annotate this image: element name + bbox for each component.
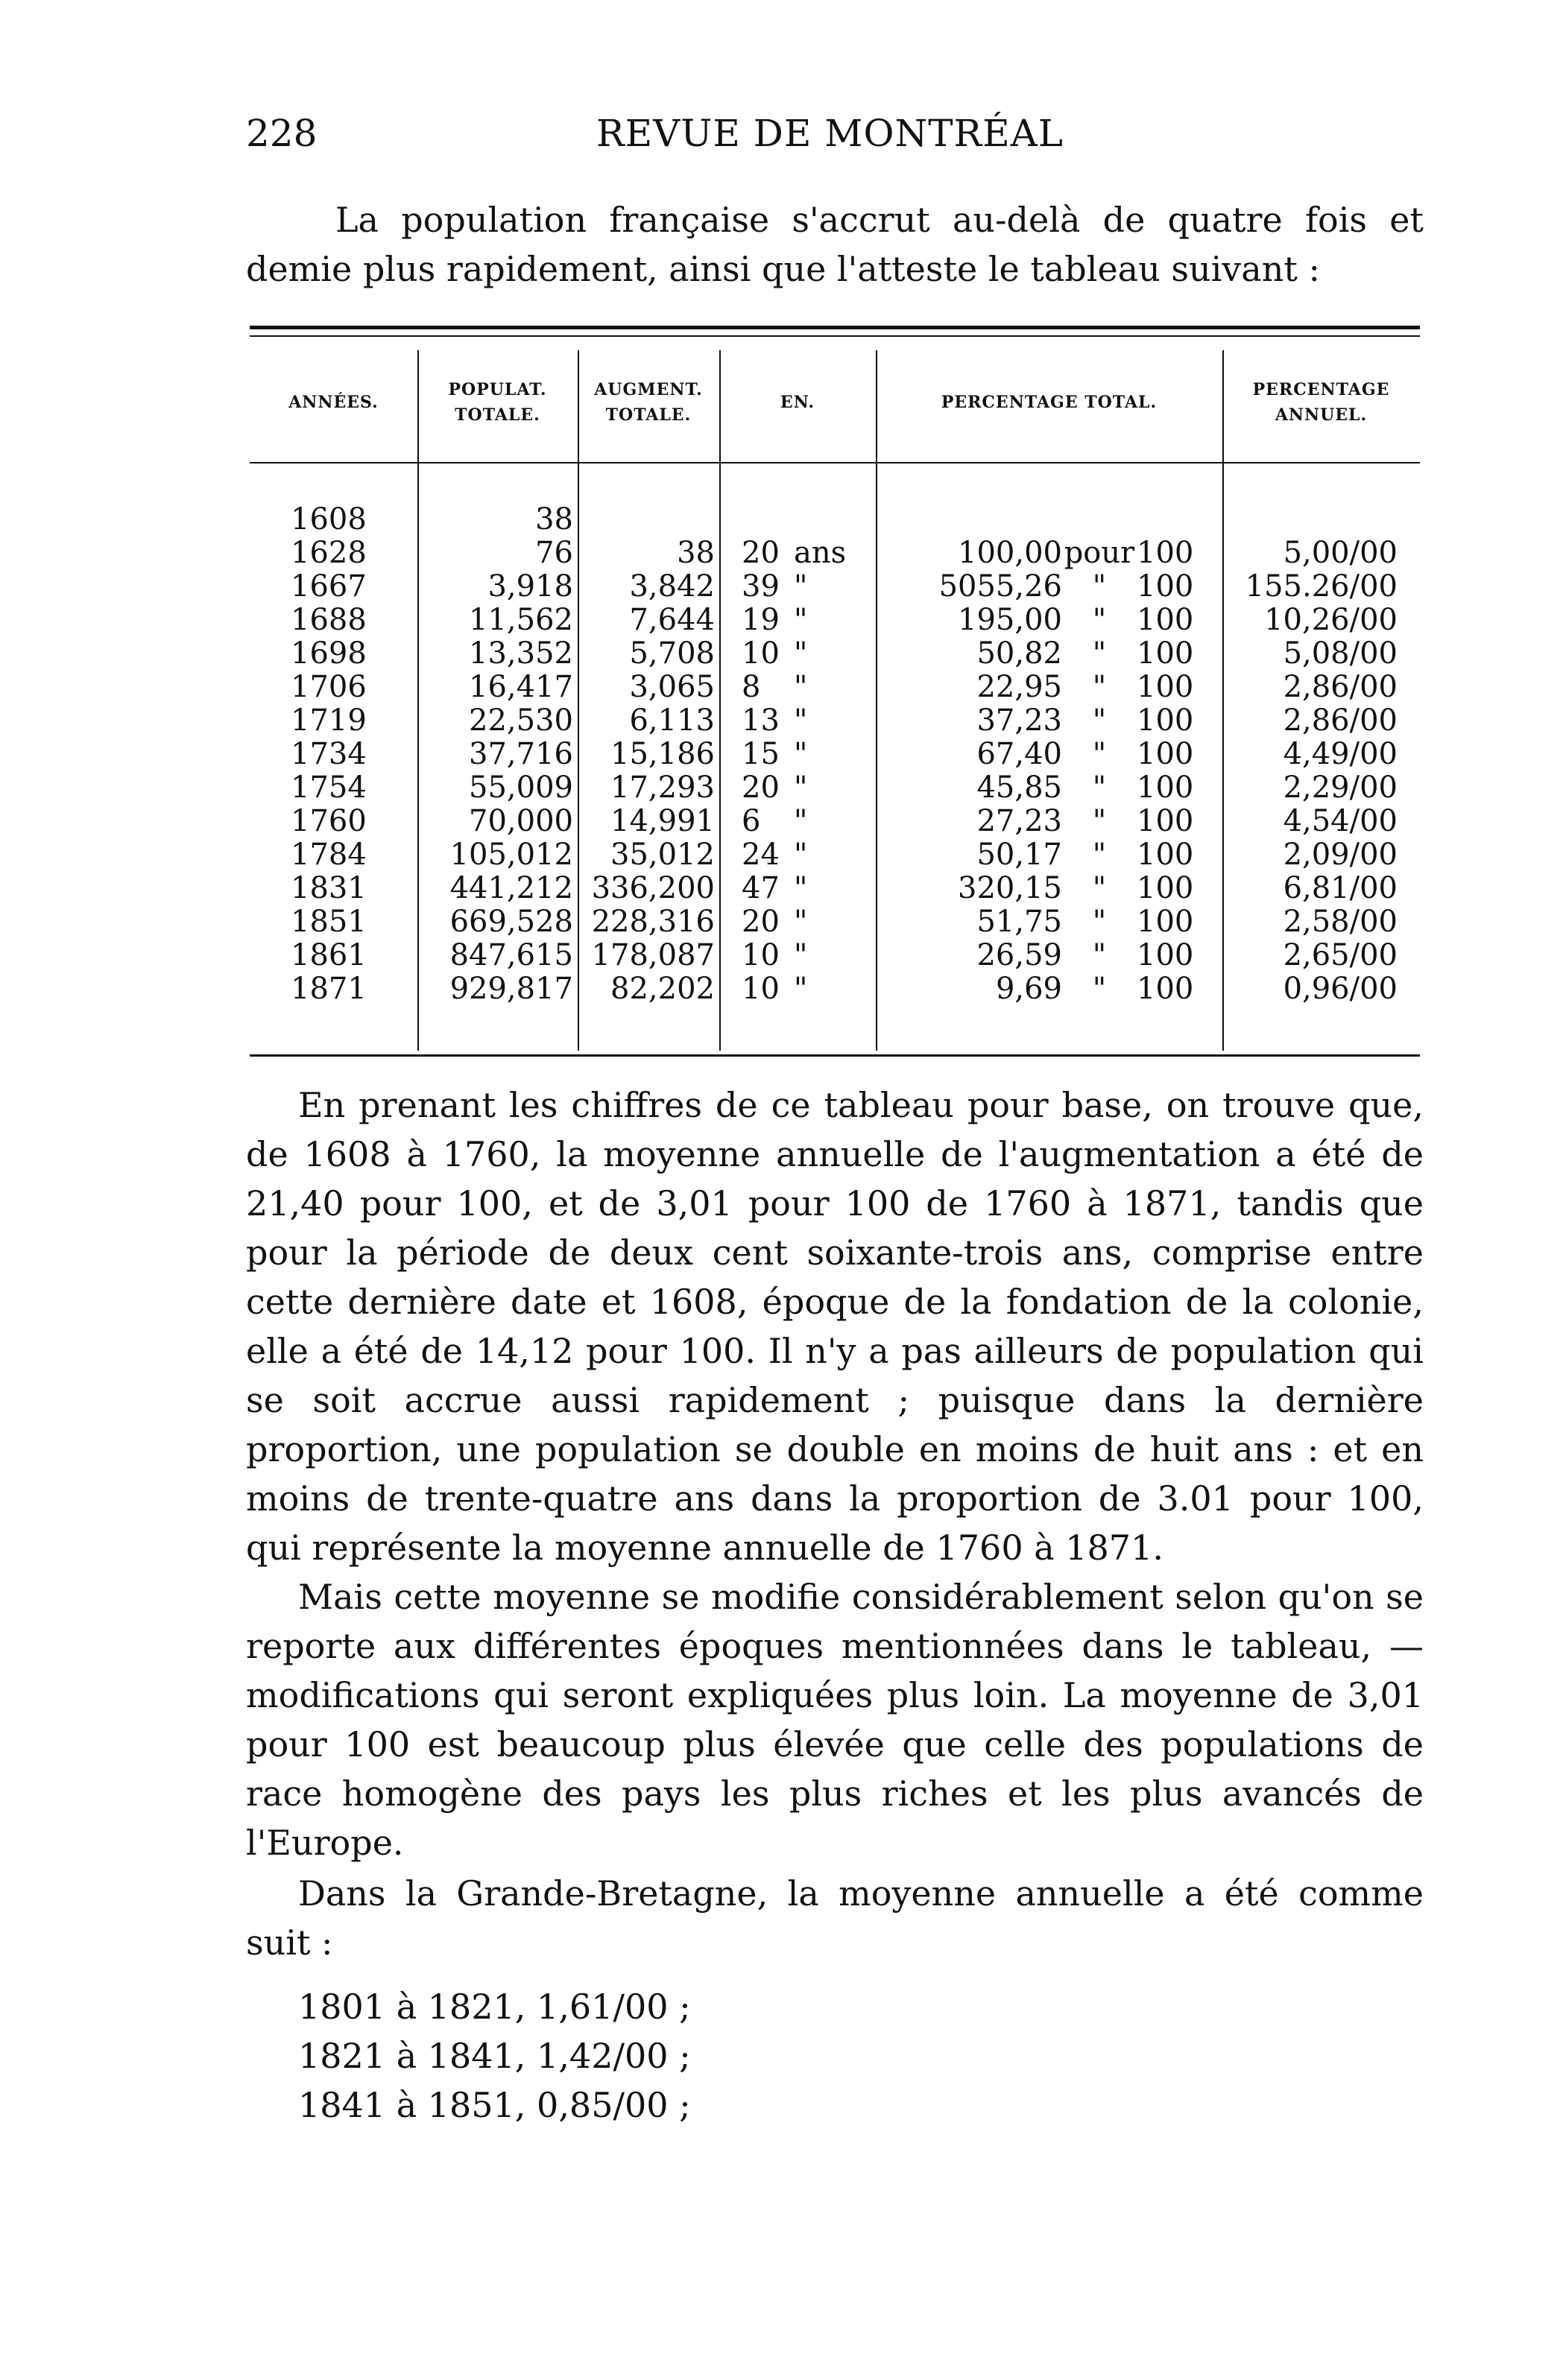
period-unit: " xyxy=(794,838,808,872)
population-value: 669,528 xyxy=(449,905,573,939)
population-cell xyxy=(417,604,578,637)
pct-total-value: 67,40 xyxy=(976,737,1062,771)
pct-base: 100 xyxy=(1137,737,1194,771)
table-row xyxy=(250,637,1420,671)
population-cell xyxy=(417,905,578,939)
population-cell xyxy=(417,537,578,570)
period-years: 24 xyxy=(742,838,780,872)
augment-value: 3,842 xyxy=(629,569,715,604)
pct-word: " xyxy=(1092,804,1107,838)
augment-cell xyxy=(578,570,719,604)
period-cell xyxy=(719,905,876,939)
period-cell xyxy=(719,570,876,604)
paragraph-1: En prenant les chiffres de ce tableau pour base, on trouve que, de 1608 à 1760, la moyenne annuelle de l'augmentation a été de 21,40 pour 100, et de 3,01 pour 100 de 1760 à 1871, tandis que pour la période de deux cent soixante-trois ans, comprise entre cette dernière date et 1608, époque de la fondation de la colonie, elle a été de 14,12 pour 100. Il n'y a pas ailleurs de population qui se soit accrue aussi rapidement ; puisque dans la dernière proportion, une population se double en moins de huit ans : et en moins de trente-quatre ans dans la proportion de 3.01 pour 100, qui représente la moyenne annuelle de 1760 à 1871. xyxy=(246,1085,1424,1568)
augment-value: 14,991 xyxy=(610,804,715,838)
pct-base: 100 xyxy=(1137,703,1194,738)
header-augment-line1: AUGMENT. xyxy=(594,380,703,399)
period-cell xyxy=(719,838,876,872)
table-top-rule xyxy=(250,326,1420,329)
year-value: 1628 xyxy=(291,536,367,570)
pct-base: 100 xyxy=(1137,972,1194,1006)
pct-base: 100 xyxy=(1137,636,1194,671)
pct-annual-value: 2,29/00 xyxy=(1283,770,1398,805)
year-cell xyxy=(250,671,417,704)
period-unit: " xyxy=(794,703,808,738)
augment-cell xyxy=(578,872,719,905)
table-row xyxy=(250,838,1420,872)
period-cell xyxy=(719,537,876,570)
pct-annual-value: 2,58/00 xyxy=(1283,905,1398,939)
pct-total-value: 9,69 xyxy=(995,972,1062,1006)
population-value: 16,417 xyxy=(469,670,573,704)
paragraph-2: Mais cette moyenne se modifie considérablement selon qu'on se reporte aux différentes époques mentionnées dans le tableau, — modifications qui seront expliquées plus loin. La moyenne de 3,01 pour 100 est beaucoup plus élevée que celle des populations de race homogène des pays les plus riches et les plus avancés de l'Europe. xyxy=(246,1577,1424,1863)
augment-cell xyxy=(578,537,719,570)
pct-base: 100 xyxy=(1137,770,1194,805)
table-header-row xyxy=(250,346,1420,458)
augment-cell xyxy=(578,905,719,939)
period-cell xyxy=(719,738,876,771)
year-value: 1784 xyxy=(291,838,367,872)
year-value: 1706 xyxy=(291,670,367,704)
pct-annual-cell xyxy=(1222,805,1420,838)
pct-total-cell xyxy=(876,671,1222,704)
augment-cell xyxy=(578,604,719,637)
period-years: 47 xyxy=(742,871,780,905)
period-cell xyxy=(719,939,876,972)
pct-annual-cell xyxy=(1222,671,1420,704)
pct-annual-value: 4,49/00 xyxy=(1283,737,1398,771)
table-bottom-rule xyxy=(250,1054,1420,1057)
year-cell xyxy=(250,872,417,905)
year-value: 1608 xyxy=(291,502,367,537)
pct-total-value: 26,59 xyxy=(976,938,1062,972)
period-cell xyxy=(719,458,876,537)
period-cell xyxy=(719,637,876,671)
period-years: 8 xyxy=(742,670,761,704)
period-unit: " xyxy=(794,871,808,905)
population-cell xyxy=(417,872,578,905)
pct-base: 100 xyxy=(1137,905,1194,939)
augment-value: 178,087 xyxy=(591,938,715,972)
population-cell xyxy=(417,838,578,872)
period-years: 10 xyxy=(742,938,780,972)
augment-cell xyxy=(578,939,719,972)
augment-value: 17,293 xyxy=(610,770,715,805)
year-cell xyxy=(250,537,417,570)
augment-cell xyxy=(578,738,719,771)
year-cell xyxy=(250,838,417,872)
population-cell xyxy=(417,738,578,771)
pct-annual-cell xyxy=(1222,972,1420,1006)
pct-total-cell xyxy=(876,805,1222,838)
pct-annual-cell xyxy=(1222,939,1420,972)
pct-total-cell xyxy=(876,972,1222,1006)
table-row xyxy=(250,671,1420,704)
pct-word: " xyxy=(1092,703,1107,738)
pct-word: " xyxy=(1092,737,1107,771)
year-cell xyxy=(250,604,417,637)
pct-total-cell xyxy=(876,458,1222,537)
running-title: REVUE DE MONTRÉAL xyxy=(596,112,1064,155)
pct-annual-value: 155.26/00 xyxy=(1245,569,1398,604)
population-cell xyxy=(417,972,578,1006)
period-unit: " xyxy=(794,938,808,972)
pct-annual-value: 2,65/00 xyxy=(1283,938,1398,972)
pct-word: " xyxy=(1092,603,1107,637)
population-value: 3,918 xyxy=(487,569,573,604)
header-population xyxy=(417,346,578,458)
population-cell xyxy=(417,704,578,738)
population-cell xyxy=(417,637,578,671)
population-value: 22,530 xyxy=(469,703,573,738)
year-cell xyxy=(250,771,417,805)
year-cell xyxy=(250,704,417,738)
period-unit: " xyxy=(794,569,808,604)
population-value: 11,562 xyxy=(469,603,573,637)
table-row xyxy=(250,704,1420,738)
year-value: 1719 xyxy=(291,703,367,738)
population-value: 441,212 xyxy=(449,871,573,905)
pct-annual-cell xyxy=(1222,771,1420,805)
period-cell xyxy=(719,972,876,1006)
year-value: 1698 xyxy=(291,636,367,671)
header-year: ANNÉES. xyxy=(288,393,379,412)
pct-annual-cell xyxy=(1222,905,1420,939)
period-years: 15 xyxy=(742,737,780,771)
pct-total-value: 45,85 xyxy=(976,770,1062,805)
pct-base: 100 xyxy=(1137,838,1194,872)
period-unit: " xyxy=(794,972,808,1006)
population-cell xyxy=(417,939,578,972)
pct-total-cell xyxy=(876,704,1222,738)
period-years: 6 xyxy=(742,804,761,838)
rate-line: 1841 à 1851, 0,85/00 ; xyxy=(298,2085,691,2125)
pct-total-value: 50,82 xyxy=(976,636,1062,671)
augment-cell xyxy=(578,704,719,738)
table-row xyxy=(250,972,1420,1006)
pct-base: 100 xyxy=(1137,603,1194,637)
period-years: 20 xyxy=(742,905,780,939)
pct-total-value: 195,00 xyxy=(958,603,1062,637)
period-unit: " xyxy=(794,770,808,805)
pct-annual-cell xyxy=(1222,537,1420,570)
period-unit: " xyxy=(794,737,808,771)
pct-total-value: 22,95 xyxy=(976,670,1062,704)
header-population-line2: TOTALE. xyxy=(455,405,540,425)
pct-word: " xyxy=(1092,569,1107,604)
pct-total-value: 51,75 xyxy=(976,905,1062,939)
period-years: 20 xyxy=(742,536,780,570)
pct-word: " xyxy=(1092,838,1107,872)
year-value: 1688 xyxy=(291,603,367,637)
period-years: 10 xyxy=(742,972,780,1006)
pct-annual-cell xyxy=(1222,570,1420,604)
period-years: 20 xyxy=(742,770,780,805)
pct-annual-value: 6,81/00 xyxy=(1283,871,1398,905)
table-row xyxy=(250,570,1420,604)
pct-base: 100 xyxy=(1137,938,1194,972)
pct-annual-cell xyxy=(1222,704,1420,738)
population-value: 70,000 xyxy=(469,804,573,838)
pct-annual-value: 0,96/00 xyxy=(1283,972,1398,1006)
pct-annual-value: 2,86/00 xyxy=(1283,670,1398,704)
augment-value: 228,316 xyxy=(591,905,715,939)
period-unit: ans xyxy=(794,536,847,570)
table-row xyxy=(250,771,1420,805)
period-unit: " xyxy=(794,905,808,939)
period-unit: " xyxy=(794,804,808,838)
pct-total-value: 50,17 xyxy=(976,838,1062,872)
augment-value: 15,186 xyxy=(610,737,715,771)
pct-word: pour xyxy=(1064,536,1135,570)
period-cell xyxy=(719,704,876,738)
augment-value: 3,065 xyxy=(629,670,715,704)
population-value: 847,615 xyxy=(449,938,573,972)
pct-word: " xyxy=(1092,770,1107,805)
pct-word: " xyxy=(1092,871,1107,905)
population-value: 55,009 xyxy=(469,770,573,805)
population-cell xyxy=(417,671,578,704)
year-value: 1667 xyxy=(291,569,367,604)
header-en: EN. xyxy=(780,393,815,412)
pct-word: " xyxy=(1092,938,1107,972)
pct-annual-value: 2,86/00 xyxy=(1283,703,1398,738)
pct-total-cell xyxy=(876,838,1222,872)
augment-value: 5,708 xyxy=(629,636,715,671)
period-years: 39 xyxy=(742,569,780,604)
population-cell xyxy=(417,805,578,838)
pct-total-value: 5055,26 xyxy=(938,569,1062,604)
pct-annual-value: 10,26/00 xyxy=(1264,603,1398,637)
year-value: 1851 xyxy=(291,905,367,939)
rate-line: 1821 à 1841, 1,42/00 ; xyxy=(298,2036,691,2076)
pct-base: 100 xyxy=(1137,804,1194,838)
augment-value: 35,012 xyxy=(610,838,715,872)
pct-total-cell xyxy=(876,604,1222,637)
year-cell xyxy=(250,637,417,671)
year-cell xyxy=(250,458,417,537)
table-row xyxy=(250,537,1420,570)
augment-cell xyxy=(578,458,719,537)
year-cell xyxy=(250,738,417,771)
header-population-line1: POPULAT. xyxy=(448,380,547,399)
pct-total-value: 27,23 xyxy=(976,804,1062,838)
pct-word: " xyxy=(1092,636,1107,671)
table-row xyxy=(250,458,1420,537)
pct-annual-value: 4,54/00 xyxy=(1283,804,1398,838)
augment-cell xyxy=(578,838,719,872)
header-pct-annual xyxy=(1222,346,1420,458)
rate-line: 1801 à 1821, 1,61/00 ; xyxy=(298,1987,691,2027)
table-row xyxy=(250,872,1420,905)
intro-paragraph: La population française s'accrut au-delà de quatre fois et demie plus rapidement, ainsi que l'atteste le tableau suivant : xyxy=(246,200,1424,289)
table-row xyxy=(250,939,1420,972)
year-cell xyxy=(250,570,417,604)
pct-total-cell xyxy=(876,637,1222,671)
population-value: 929,817 xyxy=(449,972,573,1006)
period-years: 19 xyxy=(742,603,780,637)
header-pct-annual-line2: ANNUEL. xyxy=(1275,405,1368,425)
pct-annual-value: 5,08/00 xyxy=(1283,636,1398,671)
pct-base: 100 xyxy=(1137,569,1194,604)
pct-word: " xyxy=(1092,905,1107,939)
augment-cell xyxy=(578,972,719,1006)
population-cell xyxy=(417,458,578,537)
table-row xyxy=(250,738,1420,771)
augment-cell xyxy=(578,671,719,704)
header-pct-annual-line1: PERCENTAGE xyxy=(1252,380,1390,399)
pct-annual-cell xyxy=(1222,872,1420,905)
pct-base: 100 xyxy=(1137,871,1194,905)
pct-total-cell xyxy=(876,537,1222,570)
year-cell xyxy=(250,805,417,838)
pct-annual-value: 5,00/00 xyxy=(1283,536,1398,570)
population-value: 105,012 xyxy=(449,838,573,872)
pct-annual-cell xyxy=(1222,637,1420,671)
population-value: 37,716 xyxy=(469,737,573,771)
page-number: 228 xyxy=(246,112,318,155)
year-value: 1734 xyxy=(291,737,367,771)
period-unit: " xyxy=(794,636,808,671)
population-cell xyxy=(417,771,578,805)
pct-annual-cell xyxy=(1222,738,1420,771)
table-row xyxy=(250,604,1420,637)
pct-word: " xyxy=(1092,670,1107,704)
year-cell xyxy=(250,905,417,939)
year-value: 1871 xyxy=(291,972,367,1006)
period-years: 13 xyxy=(742,703,780,738)
year-value: 1760 xyxy=(291,804,367,838)
header-augment xyxy=(578,346,719,458)
pct-total-cell xyxy=(876,905,1222,939)
pct-total-value: 100,00 xyxy=(958,536,1062,570)
period-cell xyxy=(719,771,876,805)
population-value: 13,352 xyxy=(469,636,573,671)
period-unit: " xyxy=(794,603,808,637)
period-cell xyxy=(719,805,876,838)
pct-base: 100 xyxy=(1137,536,1194,570)
augment-cell xyxy=(578,805,719,838)
augment-value: 7,644 xyxy=(629,603,715,637)
header-augment-line2: TOTALE. xyxy=(605,405,692,425)
year-cell xyxy=(250,972,417,1006)
year-value: 1861 xyxy=(291,938,367,972)
pct-total-value: 37,23 xyxy=(976,703,1062,738)
year-value: 1831 xyxy=(291,871,367,905)
year-cell xyxy=(250,939,417,972)
period-unit: " xyxy=(794,670,808,704)
pct-base: 100 xyxy=(1137,670,1194,704)
pct-annual-cell xyxy=(1222,838,1420,872)
pct-total-cell xyxy=(876,738,1222,771)
header-pct-total: PERCENTAGE TOTAL. xyxy=(941,393,1158,412)
augment-value: 6,113 xyxy=(629,703,715,738)
pct-annual-cell xyxy=(1222,458,1420,537)
pct-total-cell xyxy=(876,570,1222,604)
augment-cell xyxy=(578,637,719,671)
population-cell xyxy=(417,570,578,604)
pct-total-cell xyxy=(876,872,1222,905)
population-value: 38 xyxy=(535,502,573,537)
population-table xyxy=(250,346,1420,1006)
table-body xyxy=(250,458,1420,1006)
population-value: 76 xyxy=(535,536,573,570)
augment-value: 38 xyxy=(677,536,715,570)
period-cell xyxy=(719,872,876,905)
pct-total-value: 320,15 xyxy=(958,871,1062,905)
augment-cell xyxy=(578,771,719,805)
paragraph-3: Dans la Grande-Bretagne, la moyenne annuelle a été comme suit : xyxy=(246,1873,1424,1963)
pct-annual-cell xyxy=(1222,604,1420,637)
table-row xyxy=(250,905,1420,939)
pct-total-cell xyxy=(876,771,1222,805)
year-value: 1754 xyxy=(291,770,367,805)
period-cell xyxy=(719,604,876,637)
period-cell xyxy=(719,671,876,704)
table-row xyxy=(250,805,1420,838)
augment-value: 336,200 xyxy=(591,871,715,905)
pct-word: " xyxy=(1092,972,1107,1006)
table-top-rule-thin xyxy=(250,335,1420,337)
pct-annual-value: 2,09/00 xyxy=(1283,838,1398,872)
pct-total-cell xyxy=(876,939,1222,972)
augment-value: 82,202 xyxy=(610,972,715,1006)
period-years: 10 xyxy=(742,636,780,671)
